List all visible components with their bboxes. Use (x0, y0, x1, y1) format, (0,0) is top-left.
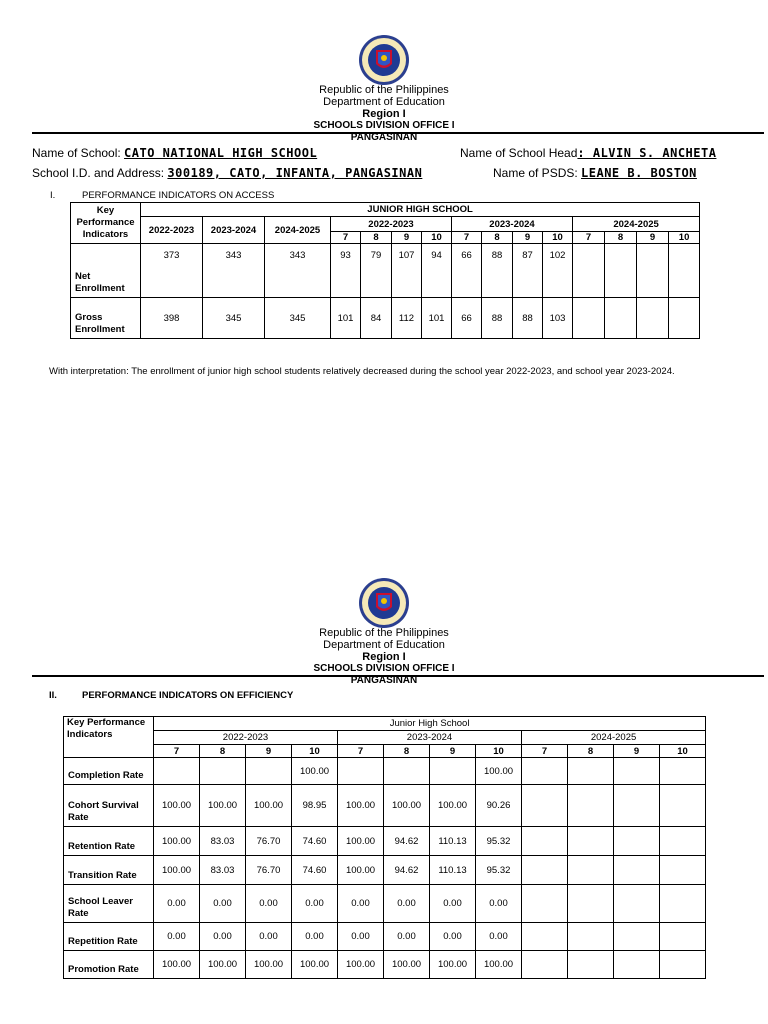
table-cell: 74.60 (292, 827, 338, 856)
grade-header: 7 (522, 745, 568, 758)
table-cell (154, 758, 200, 785)
table-cell: 66 (452, 298, 482, 339)
table-cell: 110.13 (430, 827, 476, 856)
row-label: Retention Rate (64, 827, 154, 856)
table-cell: 95.32 (476, 827, 522, 856)
row-label: Repetition Rate (64, 923, 154, 951)
row-label: School Leaver Rate (64, 885, 154, 923)
table-cell (605, 298, 637, 339)
table-cell: 84 (361, 298, 392, 339)
table-cell: 100.00 (338, 827, 384, 856)
table-cell: 98.95 (292, 785, 338, 827)
table-cell: 100.00 (246, 951, 292, 979)
grade-header: 8 (361, 232, 392, 244)
school-address-label: School I.D. and Address: (32, 166, 168, 180)
table-cell: 76.70 (246, 856, 292, 885)
school-head-label: Name of School Head (460, 146, 578, 160)
school-address-value: 300189, CATO, INFANTA, PANGASINAN (167, 166, 423, 180)
row-label: Cohort Survival Rate (64, 785, 154, 827)
grade-header: 10 (292, 745, 338, 758)
access-section-numeral: I. (50, 190, 56, 201)
table-cell: 0.00 (200, 923, 246, 951)
efficiency-level-header: Junior High School (154, 717, 706, 731)
table-cell: 87 (513, 244, 543, 298)
table-cell: 76.70 (246, 827, 292, 856)
access-year-group-header: 2022-2023 (331, 217, 452, 232)
efficiency-section-numeral: II. (49, 690, 57, 701)
table-cell: 0.00 (154, 885, 200, 923)
efficiency-table (63, 716, 706, 979)
deped-seal-icon (358, 577, 410, 629)
grade-header: 10 (476, 745, 522, 758)
table-cell: 345 (203, 298, 265, 339)
header-republic: Republic of the Philippines (319, 84, 449, 96)
table-cell: 0.00 (200, 885, 246, 923)
access-kpi-header: Key Performance Indicators (71, 203, 141, 244)
table-cell: 101 (422, 298, 452, 339)
grade-header: 7 (452, 232, 482, 244)
psds-field (493, 166, 697, 180)
table-cell: 102 (543, 244, 573, 298)
table-cell (568, 951, 614, 979)
table-cell (568, 856, 614, 885)
grade-header: 8 (605, 232, 637, 244)
efficiency-year-header: 2024-2025 (522, 731, 706, 745)
table-cell: 100.00 (338, 785, 384, 827)
table-cell: 0.00 (154, 923, 200, 951)
psds-value: LEANE B. BOSTON (581, 166, 697, 180)
school-name-field (32, 146, 317, 160)
grade-header: 8 (200, 745, 246, 758)
table-cell: 0.00 (384, 923, 430, 951)
grade-header: 9 (246, 745, 292, 758)
table-cell (614, 951, 660, 979)
table-cell: 100.00 (476, 951, 522, 979)
row-label: Promotion Rate (64, 951, 154, 979)
table-cell: 74.60 (292, 856, 338, 885)
table-cell: 100.00 (200, 785, 246, 827)
table-cell: 0.00 (246, 923, 292, 951)
header-rule (32, 132, 764, 134)
table-cell (669, 244, 700, 298)
table-cell: 110.13 (430, 856, 476, 885)
table-cell (614, 856, 660, 885)
table-cell: 100.00 (154, 951, 200, 979)
table-cell (568, 785, 614, 827)
table-row (64, 758, 706, 785)
table-cell: 79 (361, 244, 392, 298)
grade-header: 8 (482, 232, 513, 244)
header-department: Department of Education (323, 639, 445, 651)
table-row (64, 856, 706, 885)
table-cell (568, 923, 614, 951)
table-cell: 100.00 (338, 951, 384, 979)
table-cell: 66 (452, 244, 482, 298)
table-cell: 100.00 (246, 785, 292, 827)
table-cell: 0.00 (476, 885, 522, 923)
table-cell (660, 758, 706, 785)
grade-header: 7 (154, 745, 200, 758)
school-name-label: Name of School: (32, 146, 125, 160)
table-cell (522, 951, 568, 979)
table-cell: 100.00 (200, 951, 246, 979)
efficiency-year-header: 2022-2023 (154, 731, 338, 745)
table-cell: 94 (422, 244, 452, 298)
row-label: Completion Rate (64, 758, 154, 785)
table-cell: 398 (141, 298, 203, 339)
table-cell: 0.00 (246, 885, 292, 923)
grade-header: 10 (422, 232, 452, 244)
school-name-value: CATO NATIONAL HIGH SCHOOL (124, 146, 318, 160)
table-cell (660, 885, 706, 923)
table-row (64, 785, 706, 827)
grade-header: 8 (568, 745, 614, 758)
table-cell (660, 951, 706, 979)
table-cell: 100.00 (476, 758, 522, 785)
table-cell (200, 758, 246, 785)
row-label: Net Enrollment (71, 244, 141, 298)
table-cell: 0.00 (384, 885, 430, 923)
table-cell: 95.32 (476, 856, 522, 885)
psds-label: Name of PSDS: (493, 166, 582, 180)
table-cell: 100.00 (430, 785, 476, 827)
grade-header: 10 (660, 745, 706, 758)
table-cell (573, 298, 605, 339)
table-cell: 90.26 (476, 785, 522, 827)
table-cell (660, 827, 706, 856)
table-cell (660, 856, 706, 885)
table-cell: 100.00 (338, 856, 384, 885)
table-cell: 100.00 (292, 758, 338, 785)
table-cell: 101 (331, 298, 361, 339)
table-cell (637, 298, 669, 339)
table-cell: 88 (482, 244, 513, 298)
header-division: SCHOOLS DIVISION OFFICE I PANGASINAN (313, 663, 455, 686)
table-cell (522, 885, 568, 923)
table-cell: 93 (331, 244, 361, 298)
table-cell (522, 785, 568, 827)
grade-header: 7 (573, 232, 605, 244)
table-cell: 0.00 (292, 923, 338, 951)
table-cell: 0.00 (430, 885, 476, 923)
table-cell: 345 (265, 298, 331, 339)
access-year-group-header: 2024-2025 (573, 217, 700, 232)
table-cell (568, 885, 614, 923)
table-cell (246, 758, 292, 785)
table-cell (637, 244, 669, 298)
table-cell: 100.00 (384, 951, 430, 979)
table-cell (522, 923, 568, 951)
access-level-header: JUNIOR HIGH SCHOOL (141, 203, 700, 217)
school-head-value: : ALVIN S. ANCHETA (577, 146, 717, 160)
table-cell (522, 827, 568, 856)
grade-header: 9 (392, 232, 422, 244)
table-cell (669, 298, 700, 339)
access-section-title: PERFORMANCE INDICATORS ON ACCESS (82, 190, 275, 201)
table-cell: 0.00 (338, 885, 384, 923)
table-cell: 100.00 (154, 856, 200, 885)
table-cell: 373 (141, 244, 203, 298)
school-address-field (32, 166, 422, 180)
table-cell (614, 785, 660, 827)
table-row (64, 885, 706, 923)
table-cell: 103 (543, 298, 573, 339)
grade-header: 9 (513, 232, 543, 244)
table-row (71, 244, 700, 298)
table-cell: 94.62 (384, 827, 430, 856)
header-rule (32, 675, 764, 677)
efficiency-kpi-header: Key Performance Indicators (64, 717, 154, 758)
table-cell: 94.62 (384, 856, 430, 885)
table-cell (614, 923, 660, 951)
row-label: Gross Enrollment (71, 298, 141, 339)
table-cell: 343 (265, 244, 331, 298)
access-year-group-header: 2023-2024 (452, 217, 573, 232)
access-interpretation: With interpretation: The enrollment of junior high school students relatively decreased during the school year 2022-2023, and school year 2023-2024. (49, 366, 675, 377)
table-cell (614, 758, 660, 785)
table-cell: 100.00 (384, 785, 430, 827)
table-row (71, 298, 700, 339)
table-cell: 0.00 (476, 923, 522, 951)
header-region: Region I (362, 651, 406, 663)
table-cell: 100.00 (154, 827, 200, 856)
grade-header: 10 (669, 232, 700, 244)
deped-seal-icon (358, 34, 410, 86)
table-cell (614, 885, 660, 923)
table-cell: 83.03 (200, 827, 246, 856)
access-table (70, 202, 700, 339)
table-row (64, 951, 706, 979)
header-division: SCHOOLS DIVISION OFFICE I PANGASINAN (313, 120, 455, 143)
table-cell: 112 (392, 298, 422, 339)
table-cell: 100.00 (154, 785, 200, 827)
table-cell (605, 244, 637, 298)
table-cell (522, 856, 568, 885)
grade-header: 9 (637, 232, 669, 244)
header-department: Department of Education (323, 96, 445, 108)
table-cell: 100.00 (292, 951, 338, 979)
grade-header: 7 (338, 745, 384, 758)
table-cell: 100.00 (430, 951, 476, 979)
table-row (64, 827, 706, 856)
grade-header: 7 (331, 232, 361, 244)
table-cell (568, 827, 614, 856)
grade-header: 9 (614, 745, 660, 758)
grade-header: 8 (384, 745, 430, 758)
table-cell: 88 (482, 298, 513, 339)
table-cell: 88 (513, 298, 543, 339)
table-row (64, 923, 706, 951)
table-cell (660, 785, 706, 827)
table-cell (614, 827, 660, 856)
table-cell: 0.00 (338, 923, 384, 951)
efficiency-section-title: PERFORMANCE INDICATORS ON EFFICIENCY (82, 690, 294, 701)
access-total-year-header: 2024-2025 (265, 217, 331, 244)
efficiency-year-header: 2023-2024 (338, 731, 522, 745)
table-cell: 0.00 (292, 885, 338, 923)
school-head-field (460, 146, 716, 160)
table-cell (573, 244, 605, 298)
table-cell (522, 758, 568, 785)
grade-header: 9 (430, 745, 476, 758)
table-cell (660, 923, 706, 951)
access-total-year-header: 2023-2024 (203, 217, 265, 244)
row-label: Transition Rate (64, 856, 154, 885)
access-total-year-header: 2022-2023 (141, 217, 203, 244)
table-cell: 343 (203, 244, 265, 298)
table-cell (568, 758, 614, 785)
table-cell (430, 758, 476, 785)
table-cell (384, 758, 430, 785)
table-cell: 83.03 (200, 856, 246, 885)
header-region: Region I (362, 108, 406, 120)
header-republic: Republic of the Philippines (319, 627, 449, 639)
table-cell: 107 (392, 244, 422, 298)
table-cell (338, 758, 384, 785)
table-cell: 0.00 (430, 923, 476, 951)
grade-header: 10 (543, 232, 573, 244)
